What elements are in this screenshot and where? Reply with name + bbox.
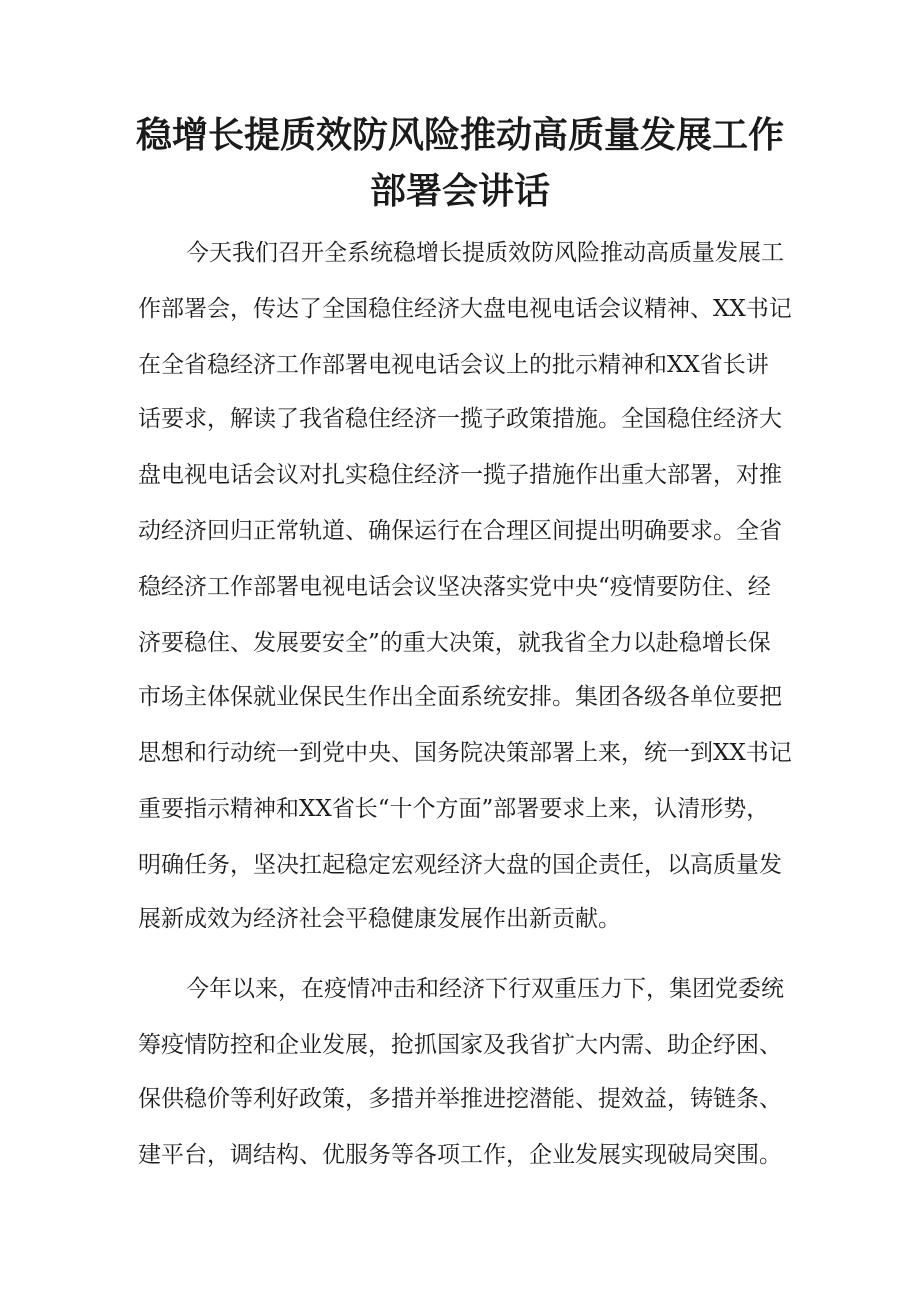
paragraph-1-line-11: 重要指示精神和XX省长“十个方面”部署要求上来，认清形势， [138,796,770,822]
paragraph-1-line-9: 市场主体保就业保民生作出全面系统安排。集团各级各单位要把 [138,684,782,710]
document-title-line-1: 稳增长提质效防风险推动高质量发展工作 [135,115,784,156]
document-title-line-2: 部署会讲话 [369,171,550,212]
paragraph-2-line-3: 保供稳价等利好政策，多措并举推进挖潜能、提效益，铸链条、 [138,1086,782,1112]
paragraph-1-line-1: 今天我们召开全系统稳增长提质效防风险推动高质量发展工 [186,240,784,266]
paragraph-1-line-5: 盘电视电话会议对扎实稳住经济一揽子措施作出重大部署，对推 [138,462,782,488]
paragraph-2-line-1: 今年以来，在疫情冲击和经济下行双重压力下，集团党委统 [186,976,784,1002]
paragraph-1-line-12: 明确任务，坚决扛起稳定宏观经济大盘的国企责任，以高质量发 [138,852,782,878]
paragraph-1-line-8: 济要稳住、发展要安全”的重大决策，就我省全力以赴稳增长保 [138,630,771,656]
paragraph-2-line-4: 建平台，调结构、优服务等各项工作，企业发展实现破局突围。 [138,1142,782,1168]
paragraph-1-line-13: 展新成效为经济社会平稳健康发展作出新贡献。 [138,906,621,932]
paragraph-1-line-10: 思想和行动统一到党中央、国务院决策部署上来，统一到XX书记 [138,740,792,766]
paragraph-1-line-4: 话要求，解读了我省稳住经济一揽子政策措施。全国稳住经济大 [138,406,782,432]
paragraph-1-line-3: 在全省稳经济工作部署电视电话会议上的批示精神和XX省长讲 [138,352,769,378]
paragraph-2-line-2: 筹疫情防控和企业发展，抢抓国家及我省扩大内需、助企纾困、 [138,1032,782,1058]
paragraph-1-line-2: 作部署会，传达了全国稳住经济大盘电视电话会议精神、XX书记 [138,296,792,322]
paragraph-1-line-6: 动经济回归正常轨道、确保运行在合理区间提出明确要求。全省 [138,518,782,544]
paragraph-1-line-7: 稳经济工作部署电视电话会议坚决落实党中央“疫情要防住、经 [138,574,771,600]
